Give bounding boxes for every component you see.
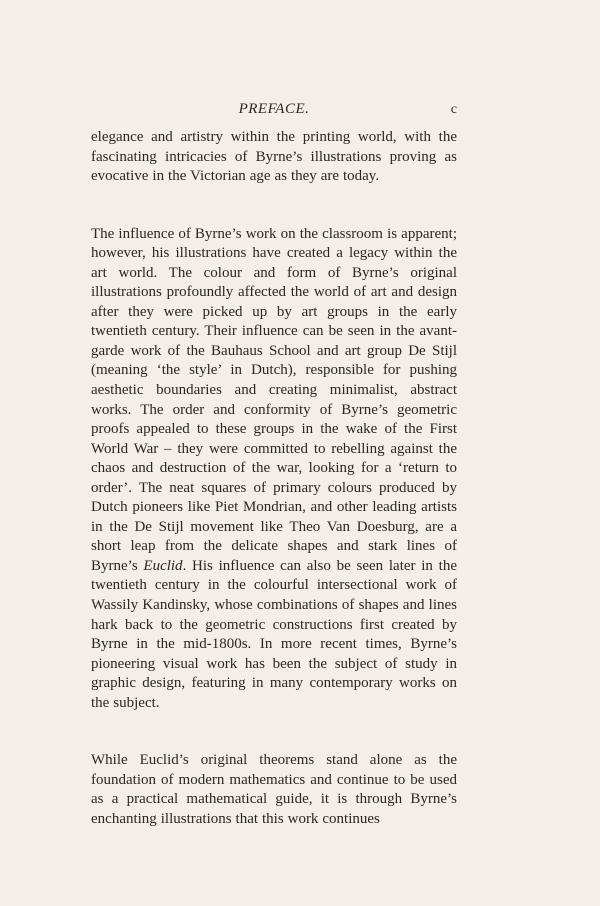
body-text — [91, 128, 457, 830]
running-head: PREFACE. — [238, 101, 310, 117]
paragraph-text-after-emphasis: . His influence can also be seen later in the twentieth century in the colourful intersectional work of Wassily Kandinsky, whose combinations of shapes and lines hark back to the geometric constructions first created by Byrne in the mid-1800s. In more recent times, Byrne’s pioneering visual work has been the subject of study in graphic design, featuring in many contemporary works on the subject. — [91, 557, 457, 711]
paragraph-euclid-foundation: While Euclid’s original theorems stand alone as the foundation of modern mathematics and continue to be used as a practical mathematical guide, it is through Byrne’s enchanting illustrations that this work continues — [91, 752, 457, 827]
paragraph-byrne-influence — [91, 225, 457, 714]
paragraph-continuation: elegance and artistry within the printing world, with the fascinating intricacies of Byrne’s illustrations proving as evocative in the Victorian age as they are today. — [91, 129, 457, 185]
paragraph-text-before-emphasis: The influence of Byrne’s work on the classroom is apparent; however, his illustrations have created a legacy within the art world. The colour and form of Byrne’s original illustrations profoundly affected the world of art and design after they were picked up by art groups in the early twentieth century. Their influence can be seen in the avant-garde work of the Bauhaus School and art group De Stijl (meaning ‘the style’ in Dutch), responsible for pushing aesthetic boundaries and creating minimalist, abstract works. The order and conformity of Byrne’s geometric proofs appealed to these groups in the wake of the First World War – they were committed to rebelling against the chaos and destruction of the war, looking for a ‘return to order’. The neat squares of primary colours produced by Dutch pioneers like Piet Mondrian, and other leading artists in the De Stijl movement like Theo Van Doesburg, are a short leap from the delicate shapes and stark lines of Byrne’s — [91, 225, 457, 574]
page-header — [91, 101, 457, 123]
page-number: c — [450, 102, 457, 117]
book-title-emphasis: Euclid — [143, 557, 183, 574]
